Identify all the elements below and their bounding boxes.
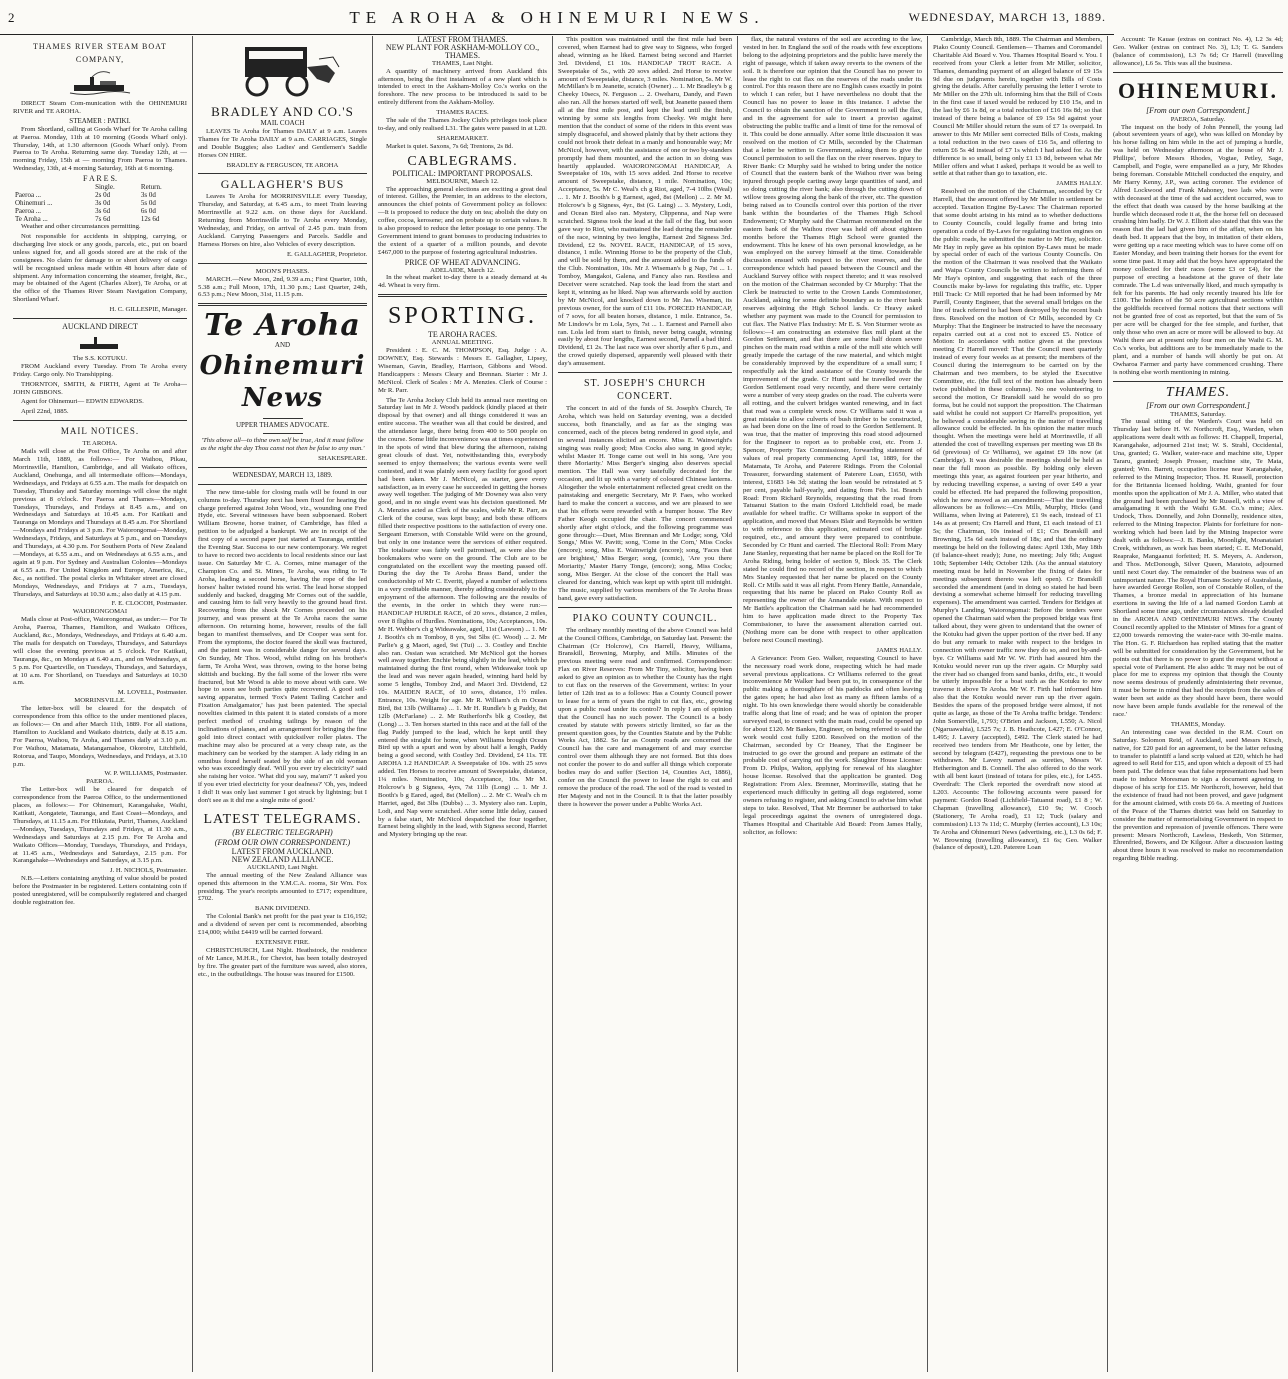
fares-row — [13, 191, 187, 199]
subhead: PAEROA. — [86, 778, 114, 786]
fares-cell: 3s 6d — [95, 207, 111, 216]
council-text: A Grievance: From Geo. Walker, requesting Council to have the necessary road work done, respecting which he had made several previous applications. Cr Williams referred to the great inconvenience Mr Walker had been put to, in consequence of the public making a thoroughfare of his paddocks and often leaving the gates open; he had also lost as many as fifteen lambs of a night. To his own knowledge there would shortly be considerable traffic along that line of road; and he was of opinion the proper surveyed road, to connect with the main road, could be opened up for about £120. Mr Bankes, Engineer, on being referred to said the work would cost fully £200. Resolved on the motion of the Chairman, seconded by Cr Heaney, That the Engineer be instructed to go over the ground and prepare an estimate of the probable cost of carrying out the work. Slaughter House License: From D. Philps, Walton, applying for renewal of his slaughter house license. Resolved that the application be granted. Dog Registration: From Alex. Bremner, Morrinsville, stating that he experienced much difficulty in getting all dogs registered, some owners refusing to register, and asking Council to advise him what steps to take. Resolved, That Mr Bremner be authorised to take legal proceedings against the owners of unregistered dogs. Thames Hospital and Charitable Aid Board: From James Hally, solicitor, as follows: — [743, 654, 922, 836]
thames-text: The usual sitting of the Warden's Court was held on Thursday last before H. W. Northcroft, Esq., Warden, when applications were dealt with as follows: H. Chappell, Imperial, Karangahake, adjourned 21st inst; W. S. Strahl, Occidental, Una, granted; G. Walker, water-race and machine site, Upper Tararu, granted; Joseph Prosser, machine site, Te Mata, granted; Wm. Barrett, occupation license near Karangahake, referred to the Mining Inspector; Thos. H. Russell, protection for the Britannia licensed holding. Waihi, granted for four months upon the application of Mr J. A. Miller, who stated that the ground had been purchased by Mr Russell, with a view of amalgamating it with the Waihi G.M. Co.'s mine; Alex. Undock, Thos. Donnelly, and John Donnelly, residence sites, referred to the Mining Inspector. Plaints for forfeiture for non-working which had been laid by the Mining Inspector were dealt with as follows:—J. B. Banks, Moonlight, Moanataiari Creek, withdrawn, as work has been started; C. E. McDonald, Reaprake, Mangaanui forfeited; H. S. Meyers, A. Anderson, and Thos. McDonough, Silver Queen, Maratoto, adjourned until next Court day. The remainder of the business was of an unimportant nature. The Royal Humane Society of Australasia, have awarded George Rollen, son of Constable Rollen, of the Thames, a bronze medal in appreciation of his humane exertions in saving the life of a lad named Gordon Lamb at Shortland some time ago, under circumstances already detailed in the AROHA AND OHINEMURI NEWS. The County Council recently applied to the Minister of Mines for a grant of £2,000 towards removing the water-race with 30-mile mains. The Hon. G. F. Richardson has replied stating that the matter will be submitted for consideration by the Government, but he points out that there is no power to grant the request without a special vote of Parliament. He also adds: 'It may not be out of place for me to express my opinion that though the County now seems desirous of prudently administering their revenue, it must be borne in mind that had the receipts from the sales of water been set aside as they should have been, there would now have been ample funds available for the renewal of the race.' — [1113, 418, 1283, 718]
thames-monday-text: An interesting case was decided in the R.M. Court on Saturday. Solomon Reid, of Auckland, sued Messrs Kirsch, native, for £20 paid for an agreement, to be the latter refusing to transfer to plaintiff a land scrip valued at £20, which he had agreed to sell Reid for £15, and upon which a deposit of £5 had been paid. The defence was that false representations had been made to induce Moresman to sign a document agreeing to dispose of his scrip for £15. Mr Northcroft, however, held that the existence of fraud had not been proved, and gave judgment for the amount claimed, with costs £6 6s. A meeting of Justices of the Peace of the Thames district was held on Saturday to consider the matter of memorialising Government in respect to the prevention and repression of juvenile offences. There were present: Messrs Northcroft, Lawless, Hesketh, Von Stürmer, Ehrenfried, Bowers, and Dr Kilgour. After a discussion lasting about three hours it was resolved to make no recommendation regarding Bible reading. — [1113, 728, 1283, 863]
date-line: April 22nd, 1885. — [21, 408, 69, 416]
steamer-name: STEAMER : PATIKI. — [69, 116, 131, 125]
fire-text: CHRISTCHURCH, Last Night. Heathstock, the residence of Mr Lance, M.H.R., for Cheviot, has been totally destroyed by fire. The greater part of the furniture was saved, also stores, etc., in the outbuildings. The house was insured for £1500. — [198, 946, 367, 978]
fares-row — [13, 199, 187, 207]
fares-head-cell — [13, 183, 93, 191]
signature: F. E. CLOCOH, Postmaster. — [111, 600, 187, 608]
steamer-schedule: From Shortland, calling at Goods Wharf for Te Aroha calling at Paeroa. Monday, 11th at 10 morning (Goods Wharf only). Thursday, 14th, at 1.30 afternoon (Goods Wharf only). From Paeroa to Te Aroha. Returning same day. Tuesday 12th, at — morning Friday, 15th at — morning From Paeroa to Thames. Wednesday, 13th, at 4 morning Saturday, 16th at 6 morning. — [13, 125, 187, 173]
nameplate-line-2: Ohinemuri News — [199, 351, 366, 414]
fares-cell: 5s 0d — [140, 199, 156, 208]
bus-text: Leaves Te Aroha for MORRINSVILLE every Tuesday, Thursday, and Saturday, at 6.45 a.m., to meet Train leaving Morrinsville at 9.22 a.m. on those days for Auckland. Returning from Morrinsville to Te Aroha every Monday, Wednesday, and Friday, on arrival of 2.45 p.m. train from Auckland. Carrying Passengers and Parcels. Saddle and Harness Horses on hire, also Vehicles of every description. — [198, 193, 367, 248]
kotuku-text: FROM Auckland every Tuesday. From Te Aroha every Friday. Cargo only. No Transhipping. — [13, 362, 187, 378]
subhead: NEW ZEALAND ALLIANCE. — [231, 854, 334, 864]
ohinemuri-heading: OHINEMURI. — [1118, 77, 1278, 103]
steamboat-heading: THAMES RIVER STEAM BOAT COMPANY, — [33, 42, 167, 64]
issue-date: WEDNESDAY, MARCH 13, 1889. — [908, 10, 1106, 24]
bus-sign: E. GALLAGHER, Proprietor. — [286, 250, 367, 258]
dateline: ADELAIDE, March 12. — [430, 266, 495, 274]
concert-heading: ST. JOSEPH'S CHURCH CONCERT. — [583, 378, 707, 403]
dateline: THAMES, Saturday. — [1170, 410, 1226, 418]
political-text: The approaching general elections are exciting a great deal of interest. Gillies, the Premier, in an address to the electors, announces the chief points of Government policy as follows:—It is proposed to reduce the duty on tea; abolish the duty on coffee, cocoa, kerosene; and on probate up to certain values. It is also proposed to reduce the letter postage to one penny. The Government intend to grant bonuses to producing industries to the extent of a quarter of a million pounds, and devote £467,000 to the purpose of fostering agricultural industries. — [378, 185, 547, 256]
telegram-from: (FROM OUR OWN CORRESPONDENT.) — [214, 838, 351, 847]
mail-notices-heading: MAIL NOTICES. — [60, 426, 140, 437]
editorial-text: The new time-table for closing mails will be found in our columns to-day. Thursday next has been fixed for hearing the charge preferred against John Wood, viz., wounding one Fred Hyde, etc. Several witnesses have been subpoenaed. Robert William Browne, horse trainer, of Cambridge, has filed a petition to be adjudged a bankrupt. We are in receipt of the first copy of a second paper just started at Tauranga, entitled the Evening Star. Success to our new contemporary. We regret to have to record two accidents to local residents since our last issue. On Saturday Mr C. A. Cornes, mine manager of the Champion Co. and St. Mines, Te Aroha, was riding to Te Aroha, leading a second horse, having the rope of the led horses' halter twisted round his wrist. The lead horse stopped suddenly and backed, dragging Mr Cornes out of the saddle, and causing him to fall very heavily to the ground head first. Recovering from the shock Mr Cornes proceeded on his journey, and was present at the Te Aroha races the same afternoon. On returning home, however, results of the fall began to manifest themselves, and Dr Cooper was sent for. From the symptoms, the doctor feared the skull was fractured, and the patient was in considerable danger for several days. On Sunday, Mr Thos. Wood, whilst riding on his brother's farm, Te Aroha West, was thrown, owing to the horse being skittish and bucking. By the fall some of the lower ribs were fractured, but Mr Wood is able to move about with care. We hope to soon see both parties quite recovered. A good soil-saving apparatus, termed 'Fox's Patent Tailing Catcher and Fixation Amalgamator,' has just been patented. The special novelties claimed in this patent it is stated consists of a more perfect method of crushing tailings by reason of the inclinations of planes, and an arrangement for bringing the fine gold into direct contact with quicksilver roller plates. The machine may also be procured at a very cheap rate, as the machinery can be worked by the stamper. A lady riding in an omnibus found herself seated by the side of an old woman who was exceedingly deaf. 'Will you ever try electricity?' said she raising her voice. 'What did you say, ma'am?' 'I asked you if you ever tried electricity for your deafness?' 'Oh, yes, indeed I did! It was only last summer I got struck by lightning; but I don't see as it did me a single mite of good.' — [198, 488, 367, 805]
page-number: 2 — [8, 10, 15, 25]
race-officials: President : E. C. M. THOMPSON, Esq. Judge : A. DOWNEY, Esq. Stewards : Messrs E. Gallagher, Lipsey, Wiseman, Gavin, Bradley, Harrison, Gibbons and Wood. Handicappers : Messrs Cleary and Brennan. Starter : Mr J. McNicol. Clerk of Scales : Mr A. Menzies. Clerk of Course : Mr R. Parr. — [378, 347, 547, 394]
editorial-date: WEDNESDAY, MARCH 13, 1889. — [232, 470, 333, 479]
latest-telegrams-heading: LATEST TELEGRAMS. — [203, 812, 362, 827]
subhead: TE AROHA RACES. — [427, 330, 498, 340]
fares-head-cell: Single. — [95, 183, 115, 192]
dateline: THAMES, Last Night. — [432, 59, 493, 67]
subhead: TE AROHA. — [82, 440, 118, 448]
fares-row — [13, 215, 187, 223]
subhead: THAMES RACES. — [436, 109, 489, 117]
moon-text: MARCH.—New Moon, 2nd, 9.39 a.m.; First Quarter, 10th, 5.38 a.m.; Full Moon, 17th, 11.30 p.m.; Last Quarter, 24th, 6.53 p.m.; New Moon, 31st, 11.15 p.m. — [198, 275, 367, 299]
fares-cell: 7s 6d — [95, 215, 111, 224]
column-1 — [8, 36, 193, 1372]
fares-cell: 2s 0d — [95, 191, 111, 200]
coach-sign: BRADLEY & FERGUSON, TE AROHA — [226, 161, 339, 169]
steam-direct-text: DIRECT Steam Com-munication with the OHINEMURI RIVER and TE AROHA. — [13, 100, 187, 115]
nb-note: N.B.—Letters containing anything of value should be posted before the Postmaster in be registered. Letters containing coin if posted unregistered, will be compulsorily registered and charged double registration fee. — [13, 875, 187, 906]
correspondent-note: [From our own Correspondent.] — [1146, 105, 1250, 115]
fares-header-row — [13, 183, 187, 191]
column-4 — [553, 36, 738, 1372]
fares-cell: Ohinemuri ... — [15, 199, 53, 208]
wheat-text: In the wheat market to-day there is a steady demand at 4s 4d. Wheat is very firm. — [378, 274, 547, 290]
fares-cell: Paeroa ... — [15, 207, 42, 216]
motto-source: SHAKESPEARE. — [318, 454, 367, 462]
page-columns — [8, 35, 1283, 1372]
subhead: BANK DIVIDEND. — [255, 905, 310, 913]
signature: M. LOVELL, Postmaster. — [117, 689, 187, 697]
thames-heading: THAMES. — [1165, 384, 1231, 400]
masthead — [0, 0, 1114, 35]
subhead: SHAREMARKET. — [436, 134, 489, 142]
fares-row — [13, 207, 187, 215]
council-letter: Cambridge, March 8th, 1889. The Chairman and Members, Piako County Council. Gentlemen— Thames and Coromandel Charitable Aid Board v. You. Thames Hospital Board v. You. I received from your Clerk a letter from Mr Miller, solicitor, Thames, demanding payment of an alleged balance of £9 15s 9d due on judgments herein, together with Bills of Costs giving the details. After carefully perusing the letter I wrote to Mr Miller on the 27th ult. informing him that the Bill of Costs in the first case if taxed would be reduced by £10 15s, and in the last by £6 1s 8d, or a total reduction of £16 16s 8d; so that instead of there being a balance of £9 15s 9d against your Council Mr Miller should return the sum of £7 1s overpaid. In answer to this Mr Miller sent corrected Bills of Costs, making a total reduction in the two cases of £16 5s, and offering to return £6 5s 4d instead of £7 1s which I had asked for. As the difference is so small, being only £1 13 8d, between what Mr Miller offers and what I asked, perhaps it would be as well to settle at that rather than go to taxation, etc. — [933, 36, 1102, 178]
auckland-direct-heading: AUCKLAND DIRECT — [62, 322, 138, 332]
signature: H. C. GILLESPIE, Manager. — [109, 306, 187, 314]
bradley-heading: BRADLEY AND CO.'S — [211, 104, 354, 119]
steamer-illustration — [70, 69, 130, 97]
cablegrams-heading: CABLEGRAMS. — [407, 153, 518, 169]
council-accounts: Account: Te Kauae (extras on contract No. 4), L2 3s 4d; Geo. Walker (extras on contract No. 3), L3; T. G. Sanders (balance of commission), L3 7s 6d; Cr Harrell (travelling allowance), L6 5s. This was all the business. — [1113, 36, 1283, 67]
mail-coach-illustration — [223, 39, 343, 101]
council-text: Resolved on the motion of the Chairman, seconded by Cr Harrell, that the amount offered by Mr Miller in settlement be accepted. Taxation Engine By-Laws: The Chairman reported that some doubt arising in his mind as to whether deductions to County Councils, could legally frame and bring into operation a code of By-Laws for regulating traction engines on the public roads, he submitted the matter to Mr Hay, solicitor. Mr Hay in reply gave as his opinion By-Laws must be made by special order of each of the various County Councils. On the motion of the Chairman it was resolved that the Waikato and Waipa County Councils be written to informing them of Mr Hay's opinion, and suggesting that each of the three Councils make by-laws for regulating this traffic, etc. Upper Hill Track: Cr Mill reported that he had been informed by Mr Parrill, County Engineer, that the several small bridges on the line of track referred to had been destroyed by the recent bush fires. Resolved on the motion of Cr Mills, seconded by Cr Murphy: That the Engineer be instructed to have the necessary repairs carried out at a cost not to exceed £5. Notice of Motion: In accordance with notice given at the previous meeting Cr Harrell moved: That the Council meet quarterly instead of every four weeks as at present; the members of the Council during the interregnum to be carried on by the Chairman and two members, to be styled the Executive Committee, etc. (the full text of the motion has already been twice published in these columns). No one volunteering to second the motion, Cr Branskill said he would do so pro forma, but he could not support the proposition. The Chairman said whilst he could not support Cr Harrell's proposition, yet he believed a considerable saving in the matter of travelling allowance could be effected. In his opinion the matter much thought. When the meetings were held at Morrinsville, if all attended the cost of travelling expenses per meeting was £8 8s 6d (previous) of Cr Williams), we against £9 18s now (at Cambridge). It was desirable the meetings should be held as near the full moon as possible. By holding only eleven meetings this year, as against fourteen per year hitherto, and by reducing travelling expense, a saving of over £49 a year could be effected. He had prepared the following proposition, which he now moved as an amendment:—That the travelling allowances be as follows:—Crs Mills, Murphy, Hicks (and Williams, when living at Paterere), £1 9s each, instead of £1 14s as at present; Crs Harrell and Hunt, £1 each instead of £1 5s; the Chairman, 10s instead of £1; Crs Branskill and Browning, 15s 6d each instead of 18s; and that the ordinary meetings be held on the following dates: April 13th, May 18th (if balance-sheet ready); June, no meeting; July 6th; August 10th; September 14th; October 12th. (As the annual statutory meeting must be held in November the fixing of dates for meetings subsequent thereto was left open). Cr Branskill seconded the amendment (and in doing so stated he had been devising a somewhat scheme himself for reducing travelling expenses). The amendment was carried. Tenders for Bridges at Murphy's Landing, Waiorongomai: Before the tenders were opened the Chairman said when the proposed bridge was first talked about, they were given to understand that the owner of the Kotuku had given the upper portion of the river bed. If any do but any remark to make with respect to the bridges in connection with owner traffic now they do so, and not by-and-bye. Cr Williams said Mr W. W. Firth had assured him the Kotuku would never run up the river again. Cr Murphy said the river had so changed from sand banks, drifts, etc., it would be utterly impossible for a boat such as the Kotuku to now traverse it above Te Aroha. Mr W. F. Firth had informed him also that the Kotuku would never run up the river again. Besides the spans of the proposed bridge were almost, if not quite as large, as those of the Te Aroha traffic bridge. Tenders: John Somerville, 1,793; O'Brien and Jackson, L550; A. Nicol (Ngaruawahia), L525 7s; J. B. Heathcote, L427; E. O'Connor, L495; J. Lavery (accepted), £492. The Clerk stated he had received two tenders from Mr Heathcote, one by letter, the second by telegram (£427), requesting the previous one to be withdrawn. Mr Lavery named as sureties, Messrs W. Hetherington and B. Connell. The also offered to do the work with all bent kauri (instead of totara for piles, etc.), for L455. Overdraft: The Clerk reported the overdraft now stood at L203. Accounts: The following accounts were passed for payment: Gordon Road (Lichfield–Tatuanui road), £1 8 ; W. Chapman (travelling allowance), £10 9s; W. Cooch (Stationery, Te Aroha road), £1 12; Tuck (salary and commission) L13 7s 11d; C. Murphy (ferries account), L3 10s; Te Aroha and Ohinemuri News (advertising, etc.), L3 0s 6d; F. W. Browning (travelling allowance), £1 6s; Geo. Walker (balance of deposit), L20. Paterere Loan — [933, 188, 1102, 852]
column-7 — [1108, 36, 1288, 1372]
subhead: PRICE OF WHEAT ADVANCING. — [404, 257, 521, 267]
upper-thames: UPPER THAMES ADVOCATE. — [235, 421, 330, 430]
council-text: flax, the natural vestures of the soil are according to the law, vested in her. In England the soil of the roads with few exceptions belong to the adjoining proprietors and the public have merely the right of passage, which if taken away reverts to the owners of the soil. It is therefore our opinion that the Council has no power to lease the right to cut flax on the reserves of the roads under its control. For this reason there are no English cases exactly in point to which I can refer, but I have nevertheless no doubt that the Council has no power to lease in this instance. I advise the Council to obtain the sanction of the Government to sell the flax, and in the agreement for sale to insert a proviso against obstructing the public traffic and a limit of time for the removal of it. This could be done annually. After some little discussion it was resolved on the motion of Cr Mills, seconded by the Chairman that a letter be written to Government, asking them to give the Council permission to sell the flax on the river reserves. Injury to River Bank: Cr Murphy said he wished to bring under the notice of Council that the eastern bank of the Waihou river was being injured through people carting away large quantities of sand, and so doing cutting the river bank; also through the cutting down of willow trees growing along the bank of the river, etc. The question being raised as to Councils control over this portion of the river bank within the boundaries of the Thames High School Endowment; Cr Murphy said the Chairman recommended on the eastern bank of the Waihou river was held off about eighteen months before the Thames High School were granted the endowment. This he knew of his own personal knowledge, as he was employed on the survey himself at the time. Considerable discussion ensued with respect to the river reserves, and the correspondence which had passed between the Council and the Auckland Survey office with respect thereto; and it was resolved on the motion of the Chairman seconded by Cr Murphy: That the Clerk be instructed to write to the Crown Lands Commissioner, Auckland, asking for some definite boundary as to the river bank reserves adjoining the High School lands. Cr Heavy asked whether any payment was made to the Council for permission to cut flax. The Native Flax Industry: Mr E. S. Von Sturmer wrote as follows:—I am constructing an extensive flax mill plant at the Gordon Settlement, and that there are some half dozen severe pinches on the main road within a mile of the mill site which will greatly impede the cartage of the raw material, and which might be considerably improved by the expenditure of a small sum; I respectfully ask the kind assistance of the County towards the improvement of the grade. Cr Hunt said he travelled over the Gordon Settlement road very recently, and there were certainly were a number of very steep grades on the road. The culverts were all rotting, and the culvert bridges wanted renewing, and in fact that road was a complete wreck now. Cr Williams said it was a great mistake to allow culverts of bush timber to be constructed, as had been done on the line of road to the Gordon Settlement. It was true, that the matter of improving this road stood adjourned for the Engineer to report as to probable cost, etc. From J. Spencer, Property Tax Commissioner, forwarding statement of values of real property commencing April 1st, 1889, for the Matamata, Te Aroha, and Paterere Ridings. From the Colonial Treasurer, forwarding statement of Paterere Loan, £1650, with interest, £1683 14s 3d; stating the loan would be reinstated at 5 per cent, payable half-yearly, and dating from Feb. 1st. Branch Road: From Richard Reynolds, requesting that the road from Tatuanui Station to the main Oxford Litchfield road, be made available for wheel traffic. Cr Williams spoke in support of the application, and moved that Messrs Blair and Reynolds be written to with reference to this application, estimated cost of bridge required, etc., and amount they were prepared to contribute. Seconded by Cr Hunt and carried. The Electoral Roll: From Mary Jane Stanley, requesting that her name be placed on the Roll for Te Aroha Riding, being holder of section 9, Block 35. The Clerk stated he could find no record of the section, in respect to which Mrs Stanley requested that her name be placed on the County Roll. Cr Mills said it was all right. From Henry Battle, Annandale, requesting that his name be placed on Piako County Roll as representing the owner of the Annandale estate. With respect to Mr Battle's application the Chairman said he had recommended him to have application made direct to the Property Tax Commissioner, to have the assessment alteration carried out. (Nothing more can be done with respect to other application before next Council meeting). — [743, 36, 922, 644]
races-report: The Te Aroha Jockey Club held its annual race meeting on Saturday last in Mr J. Wood's paddock (kindly placed at their disposal by that owner) and all things considered it was an entire success. The weather was all that could be desired, and the attendance large, there being from 400 to 500 people on the course. Some little inconvenience was at times experienced in the spots of wind that blew during the afternoon, raising great clouds of dust. Yet, notwithstanding this, everybody seemed to enjoy themselves; the various events were well contested, and it was plainly seen every facility for good sport had been taken. Mr J. McNicol, as starter, gave every satisfaction, as in every case he succeeded in getting the horses away well together. The judging of Mr Downey was also very good, and in no single event was his decision questioned. Mr A. Menzies acted as Clerk of the scales, while Mr R. Parr, as Clerk of the course, was kept busy; and both these officers filled their respective positions to the satisfaction of every one. Sergeant Emerson, with Constable Wild were on the ground, but only in one instance were the services of either required. The totalisator was fairly well patronised, as were also the bookmakers who were on the ground. The Club are to be congratulated on the excellent way the meeting passed off. During the day the Te Aroha Brass Band, under the conductorship of Mr C. Everitt, played a number of selections in a very creditable manner, thereby adding considerably to the enjoyment of the afternoon. The following are the results of the events, in the order in which they were run:— HANDICAP HURDLE RACE, of 20 sovs., distance, 2 miles, over 8 flights of Hurdles. Nominations, 10s; Acceptances, 10s. Mr H. Webber's ch g Wideawake, aged, 11st (Lawson) ... 1. Mr J. Booth's ch m Tomboy, 8 yrs, 9st 5lbs (C. Wood) ... 2. Mr Parlie's g g Maori, aged, 9st (Tui) ... 3. Costley and Enchie also ran. Ossian was scratched. Mr McNicol got the horses well away together. Enchie being slightly in the lead, which he maintained during the first round, when Wideawake took up the lead and was never again headed, winning hard held by some 5 lengths, Tomboy 2nd, and Maori 3rd. Dividend, £2 10s. MAIDEN RACE, of 10 sovs, distance, 1½ miles. Entrance, 10s. Weight for age. Mr R. William's ch m Ocean Bird, 8st 13lb (Williams) ... 1. Mr H. Rundle's b g Paddy, 8st 12lb (McFarlane) ... 2. Mr Rutherford's blk g Costley, 8st (Long) ... 3. Ten horses started in this race and at the fall of the flag Paddy jumped to the lead, which he kept until they entered the straight for home, when Williams brought Ocean Bird up with a spurt and won by about half a length, Paddy being a good second, with Costley 3rd. Dividend, £4 11s. TE AROHA 1.2 HANDICAP. A Sweepstake of 10s. with 25 sovs added. Ten Horses to receive amount of Sweepstake, distance, 1¼ miles. Nomination, 10s; Acceptance, 10s. Mr M. Holcrow's b g Signess, 4yrs, 7st 11lb (Long) ... 1. Mr J. Booth's b g Eared, aged, 8st (Mellon) ... 2. Mr C. Weal's ch m Harriet, aged, 8st 3lbs (Dubbs) ... 3. Mystery also ran. Lupin, Lodi, and Nap were scratched. After some little delay, caused by a false start, Mr McNicol despatched the four together, Earnest being slightly in the lead, with Signess second, Harriet and Mystery bringing up the rear. — [378, 396, 547, 839]
ohinemuri-agent: Agent for Ohinemuri— EDWIN EDWARDS. — [21, 398, 144, 406]
dateline: MELBOURNE, March 12. — [426, 177, 499, 185]
dateline: PAEROA, Saturday. — [1170, 115, 1226, 123]
shipping-notice: Not responsible for accidents in shipping, carrying, or discharging live stock or any goods, parcels, etc., put on board unless signed for, and all goods stored are at the risk of the consignees. No claim for damage to or short delivery of cargo will be recognised unless made within 48 hours after date of shipment. Any information concerning the steamer, freight, &c., may be obtained of the Agent (Charles Alzer), Te Aroha, or at the office of the Thames River Steam Navigation Company, Shortland Wharf. — [13, 232, 187, 304]
nameplate — [198, 310, 367, 414]
column-3 — [373, 36, 553, 1372]
dateline: THAMES, Monday. — [1170, 720, 1226, 728]
subhead: ANNUAL MEETING. — [431, 339, 494, 347]
gallagher-heading: GALLAGHER'S BUS — [220, 177, 345, 192]
mail-text: The letter-box will be cleared for the despatch of correspondence from this office to the under mentioned places, as follows:— On and after March 11th, 1889. For all stations, Hamilton to Auckland and Waikato districts, daily at 8.15 a.m. For Paeroa, Waihou, Te Aroha, and Thames daily at 3.10 p.m. For Waihou, Matamata, Matangamahoe, Okoroire, Litchfield, Rotorua, and Taupo, Mondays, Wednesdays, and Fridays, at 3.10 p.m. — [13, 705, 187, 768]
nameplate-and: AND — [274, 341, 291, 350]
mail-coach-subhead: MAIL COACH — [260, 119, 305, 127]
column-6 — [928, 36, 1108, 1372]
subhead: LATEST FROM THAMES. — [417, 35, 508, 44]
subhead: EXTENSIVE FIRE. — [255, 938, 310, 946]
signature: JAMES HALLY. — [876, 646, 922, 654]
subhead: LATEST FROM AUCKLAND. — [231, 847, 334, 856]
coach-text: LEAVES Te Aroha for Thames DAILY at 9 a.m. Leaves Thames for Te Aroha DAILY at 9 a.m. CARRIAGES, Single and Double Buggies; also Ladies' and Gentlemen's Saddle Horses ON HIRE. — [198, 127, 367, 159]
firm-text: THORNTON, SMITH, & FIRTH, Agent at Te Aroha— JOHN GIBBONS. — [13, 380, 187, 396]
share-text: Market is quiet. Saxons, 7s 6d; Trentons, 2s 8d. — [386, 142, 514, 150]
mail-text: Mails will close at the Post Office, Te Aroha on and after March 11th, 1889, as follows:— For Waihou, Pikau, Morrinsville, Hamilton, Cambridge, and all Waikato offices, Auckland, Onehunga, and all intermediate offices—Mondays, Wednesdays, and Fridays at 6.55 a.m. The mails for despatch on Tuesday, Thursday and Saturday mornings will close the night previous at 8 o'clock. For Paeroa and Thames—Mondays, Tuesdays, Thursdays, and Fridays at 8.45 a.m., and on Wednesdays and Saturdays at 10.45 a.m. For Katikati and Tauranga on Mondays and Thursdays at 8.45 a.m. For Shortland—Mondays and Fridays at 3 p.m. For Waiorongomai—Monday, Wednesdays, Fridays, and Saturdays at 5 p.m., and on Tuesdays and Thursdays, at 4.30 p.m. For Southern Ports of New Zealand—Mondays, at 6.55 a.m., and on Wednesdays at 6.55 a.m., and again at 9 p.m. For Sydney and Australian Colonies—Mondays at 6.55 a.m. For United Kingdom and Europe, America, &c., &c., as notified. The postal clerks in Whitaker street are closed Mondays, Wednesdays, and Fridays at 7 a.m., Tuesdays, Thursdays, and Saturdays at 10.30 a.m.; also daily at 4.15 p.m. — [13, 448, 187, 598]
fares-cell: 6s 0d — [140, 207, 156, 216]
signature: JAMES HALLY. — [1056, 180, 1102, 188]
nameplate-line-1: Te Aroha — [204, 308, 361, 344]
bank-text: The Colonial Bank's net profit for the past year is £16,192; and a dividend of seven per cent is recommended, absorbing £14,000; whilst £4419 will be carried forward. — [198, 913, 367, 937]
piako-text: The ordinary monthly meeting of the above Council was held at the Council Offices, Cambridge, on Saturday last. Present: the Chairman (Cr Holcrow), Crs Harrell, Heavy, Williams, Branskill, Browning, Murphy, and Mills. Minutes of the previous meeting were read and confirmed. Correspondence: Flax on River Reserves: From Mr Tiny, solicitor, having been asked to give an opinion as to whether the County has the right to cut flax on the reserves of the Government, writes: In your letter of 12th inst as to a follows: Has a County Council power to lease for a term of years the right to cut flax, etc., growing upon a public road under its control? In reply I am of opinion that the Council has no such power. The Council is a body created by statute with powers strictly limited, so far as the present question goes, by the Counties Statute and by the Public Works Act, 1882. So far as County roads are concerned the Council has the care and management of and may exercise control over them although they are not formed. But this does not confer the power to do and suffer all things which corporate bodies may do and suffer (Section 14, Counties Act, 1886), confer on the Council the power to lease the right to cut and remove the produce of the road. The soil of the road is vested in Her Majesty and not in the Council. It is that the latter possibly there is however the power under a Public Works Act. — [558, 626, 732, 808]
subhead: NEW PLANT FOR ASKHAM-MOLLOY CO., THAMES. — [385, 42, 540, 60]
fares-cell: 3s 0d — [95, 199, 111, 208]
mail-text: The Letter-box will be cleared for despatch of correspondence from the Paeroa Office, to the undermentioned places, as follows:— For Ohinemuri, Karangahake, Waihi, Katikati, Aongatete, Tauranga, and East Coast—Mondays, and Thursdays, at 11.15 a.m. For Hikutaia, Puriri, Thames, Auckland—Mondays, Tuesdays, Thursdays and Fridays, at 11.30 a.m., Wednesdays and Saturdays at 2.15 p.m. For Te Aroha and Waikato Offices—Monday, Tuesdays, Thursdays, and Fridays, at 11.45 a.m., Wednesdays and Saturdays, 2.15 p.m. For Karangahake—Wednesdays and Saturdays, at 3.15 p.m. — [13, 786, 187, 865]
fares-cell: Paeroa ... — [15, 191, 42, 200]
column-5 — [738, 36, 928, 1372]
correspondent-note: [From our own Correspondent.] — [1146, 400, 1250, 410]
signature: W. P. WILLIAMS, Postmaster. — [104, 770, 187, 778]
races-text: The sale of the Thames Jockey Club's privileges took place to-day, and only realised L31. The gates were passed in at L20. — [378, 117, 547, 132]
kotuku-name: The S.S. KOTUKU. — [72, 354, 128, 362]
races-report-continued: This position was maintained until the first mile had been covered, when Earnest had to give way to Signess, who forged ahead, winning as he liked. Earnest being second and Harriet 3rd. Dividend, £1 10s. HANDICAP TROT RACE. A Sweepstake of 5s., with 20 sovs added. 2nd Horse to receive amount of Sweepstake, distance, 3 miles. Nomination, 5s. Mr W. McMillan's b m Jeanette, scratch (Owner) ... 1. Mr Bradley's b g Cheeky 10secs, N. Ferguson ... 2. Oweharu, Dandy, and Fawn also ran. All the horses started off well, but Jeanette passed them all at the first mile post, and kept the lead until the finish, winning by some six lengths from Cheeky. We might here mention that the conduct of some of the riders in this event was simply disgraceful, and showed plainly that by their actions they could not brook their defeat in a manly and honourable way; Mr McNicol, however, with the assistance of one or two by-standers promptly had them mounted, and the action in so doing was heartily applauded. WAIORONGOMAI HANDICAP, A Sweepstake of 10s, with 15 sovs added. 2nd Horse to receive amount of Sweepstake, distance, 1 mile. Nomination, 10s; Acceptance, 5s. Mr C. Weal's ch g Riot, aged, 7-4 10lbs (Weal) ... 1. Mr J. Booth's b g Earnest, aged, 8st (Mellon) ... 2. Mr M. Holcrow's b g Signess, 4yr., 8st (G. Laing) ... 3. Mystery, Lodi, and Ocean Bird also ran. Mystery, Clippenna, and Nap were scratched. Signess took the lead at the fall of the flag, but soon gave way to Riot, who maintained the lead during the remainder of the race, winning by two lengths, Earnest 2nd Signess 3rd. Dividend, £2 9s. NOVEL RACE, HANDICAP, of 15 sovs, distance, 1 mile. Winning Horse to be the property of the Club, and will be sold by them, and the amount added to the funds of the Club. Nomination, 10s. Mr J. Wiseman's b g Nap, 7st ... 1. Tomboy, Mangakoi, Galena, and Fancy also ran. Restless and Deceiver were scratched. Nap took the lead from the start and kept it, winning as he liked. Nap was afterwards sold by auction by Mr McNicol, and knocked down to Mr Jas. Wiseman, its previous owner, for the sum of £11 10s. FORCED HANDICAP, of 7 sovs, for all beaten horses, distance, 1 mile. Entrance, 5s. Mr Lindow's br m Lola, 5yrs, 7st ... 1. Earnest and Parnell also ran. Lola led from start to finish, never being caught, winning easily by about four lengths, Earnest second, Parnell a bad third. Dividend, £1 2s. The last race was over shortly after 6 p.m., and the crowd quietly dispersed, apparently well pleased with their day's amusement. — [558, 36, 732, 368]
alliance-text: The annual meeting of the New Zealand Alliance was opened this afternoon in the Y.M.C.A. rooms, Sir Wm. Fox presiding. The year's receipts amounted to £717; expenditure, £702. — [198, 871, 367, 903]
motto: 'This above all—to thine own self be true, And it must follow as the night the day Thou canst not then be false to any man.' — [200, 437, 365, 453]
telegram-by: (BY ELECTRIC TELEGRAPH) — [232, 828, 333, 837]
sporting-heading: SPORTING. — [388, 303, 537, 330]
piako-heading: PIAKO COUNTY COUNCIL. — [572, 612, 718, 624]
concert-text: The concert in aid of the funds of St. Joseph's Church, Te Aroha, which was held on Saturday evening, was a decided success, both financially, and as far as the singing was concerned, each of the pieces being rendered in good style, and in several instances elicited an encore. Miss E. Wainwright's singing was really good; Miss Cocks also sang in good style; whilst Master H. Tonge came out well in his song, 'Are you there Moriarity.' Miss Berger's singing also deserves special mention. The Hall was very tastefully decorated for the occasion, and lit up with a variety of coloured Chinese lanterns. Altogether the whole entertainment reflected great credit on the painstaking and energetic Secretary, Mr P. Faes, who worked hard to make the concert a success, and we are pleased to see that his efforts were rewarded with a bumper house. The Rev Father Keogh occupied the chair. The concert commenced shortly after eight o'clock, and the following programme was gone through:—Duet, Miss Brennan and Mr Lodge; song, 'Old Songs,' Miss W. Pavitt; song, 'Come in the Corn,' Miss Cocks (encore); song, Miss E. Wainwright (encore); song, 'Faces that are brightest,' Miss Berger; song, (comic), 'Are you there Moriarity,' Master Harry Tonge, (encore); song, Miss Cocks; song, Miss Berger. At the close of the concert the Hall was cleared for dancing, which was kept up with spirit till midnight. The music, supplied by various members of the Te Aroha Brass band, gave every satisfaction. — [558, 405, 732, 602]
plant-text: A quantity of machinery arrived from Auckland this afternoon, being the first instalment of a new plant which is intended to erect in the Askham-Molloy Co.'s works on the foreshore. The new process to be introduced is said to be entirely different from the Askham-Molloy. — [378, 67, 547, 107]
subhead: POLITICAL: IMPORTANT PROPOSALS. — [392, 168, 533, 178]
subhead: AUCKLAND, Last Night. — [247, 863, 318, 871]
steamer-icon — [78, 334, 122, 352]
moon-heading: MOON'S PHASES. — [255, 267, 310, 275]
fares-cell: 3s 0d — [140, 191, 156, 200]
mail-text: Mails close at Post-office, Waiorongomai, as under:— For Te Aroha, Paeroa, Thames, Hamilton, and Waikato Offices, Auckland, &c., Mondays, Wednesdays, and Fridays at 6.40 a.m. The mails for despatch on Tuesdays, Thursdays, and Saturdays will close the evening previous at 5 o'clock. For Katikati, Tauranga, &c., on Mondays at 6.40 a.m., and on Wednesdays, at 5 p.m. For Quartzville, on Tuesdays, Thursdays, and Saturdays, at 10 a.m. For Shortland, on Tuesdays and Saturdays at 10.30 a.m. — [13, 616, 187, 687]
fares-heading: F A R E S. — [82, 174, 117, 184]
fares-head-cell: Return. — [140, 183, 162, 192]
signature: J. H. NICHOLS, Postmaster. — [109, 867, 187, 875]
fares-cell: Te Aroha ... — [15, 215, 48, 224]
fares-table — [13, 183, 187, 223]
fares-note: Weather and other circumstances permitting. — [21, 223, 141, 231]
subhead: WAIORONGOMAI — [72, 608, 128, 616]
fares-cell: 12s 6d — [140, 215, 160, 224]
column-2 — [193, 36, 373, 1372]
subhead: MORRINSVILLE. — [74, 697, 126, 705]
ohinemuri-text: The inquest on the body of John Pennell, the young lad (about seventeen years of age), who was killed on Monday by his horse falling on him while in the act of jumping a hurdle, was held on Wednesday afternoon at the house of Mr J. Phillips', before Messrs Rhodes, Vogtae, Petley, Sage, Campbell, and Fogie, were empanelled as a jury, Mr Rhodes being foreman. Constable Mitchell conducted the enquiry, and Mr Harry Kenny, J.P., was acting coroner. The evidence of Alfred Lockwood and Frank Mahoney, two lads who were with deceased at the time of the sad accident occurred, was to the effect that death was caused by the horse baulking at the hurdle which deceased rode it at, the the horse fell on deceased crushing him badly. Dr W. J. Elliott also stated that this was the reason that the lad had given him of the affair, when on his death bed. It appears that the boy, in imitation of their elders, were getting up a race meeting which was to have come off on Easter Monday, and been training their horses for the event for some time past. It may add that the boys have appropriated the money collected for their races (some £3 or £4), for the purpose of erecting a headstone at the grave of their late comrade. The L.d was universally liked, and much sympathy is felt for his parents. He had only recently insured his life for £100. The holders of the 50 acre agricultural sections within the goldfields received formal notices that their sections will not be granted free of cost as reported, but that the sum of 5s per acre will be charged for the fee simple, and further, that only those who own an acre or more will be allowed to buy. At Waihi there are at present only four men on the Waihi G. M. Co.'s works, but additions are to be immediately made to the plant, and a number of hands will shortly be put on. At Owharoa Farmer and party have commenced crushing. There is nothing else worth mentioning in mining. — [1113, 123, 1283, 376]
newspaper-title: TE AROHA & OHINEMURI NEWS. — [349, 8, 765, 27]
